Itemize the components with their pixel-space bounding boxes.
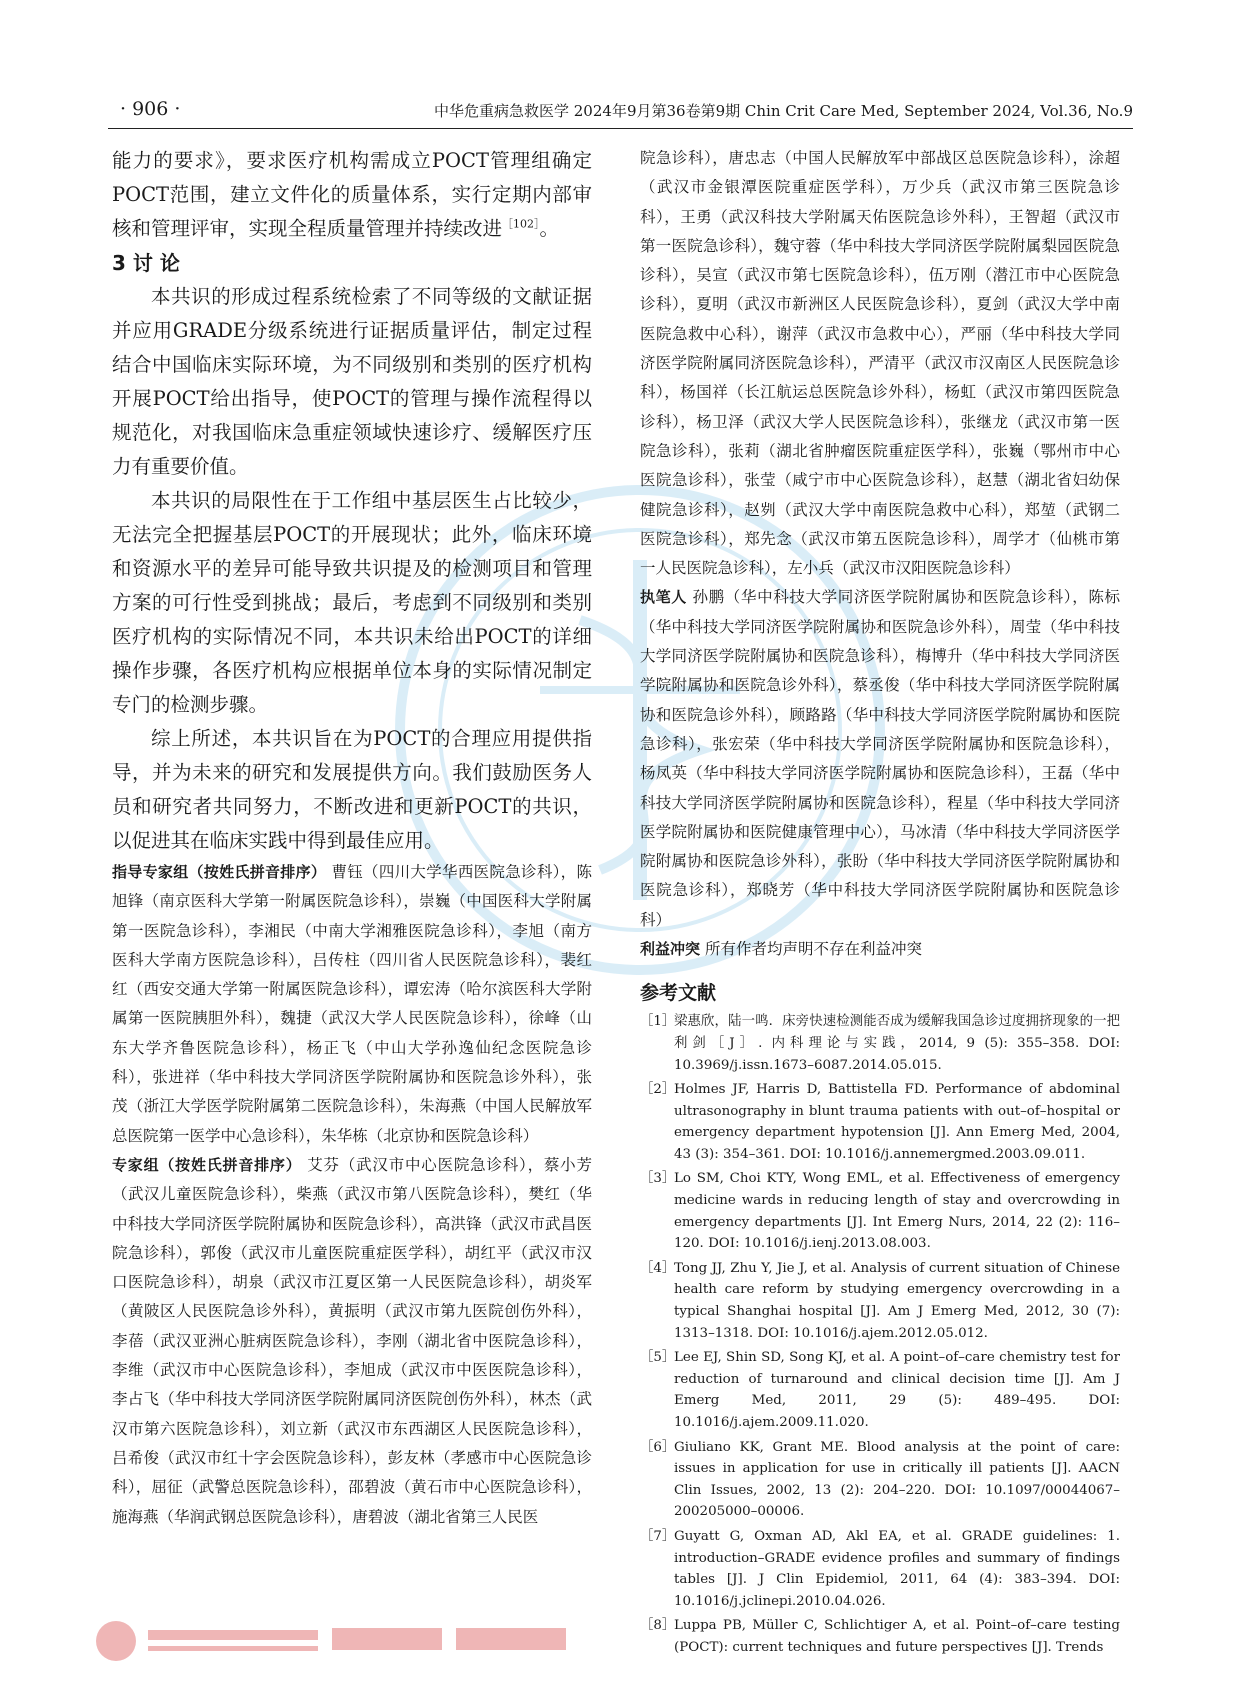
reference-item: [640, 1258, 1120, 1344]
reference-text: Lee EJ, Shin SD, Song KJ, et al. A point–of–care chemistry test for reduction of turnaround and clinical decision time [J]. Am J Emerg Med, 2011, 29 (5): 489–495. DOI: 10.1016/j.ajem.2009.11.020.: [674, 1350, 1120, 1430]
guide-expert-label: 指导专家组（按姓氏拼音排序）: [112, 863, 327, 881]
reference-number: ［8］: [640, 1618, 676, 1634]
reference-text: 梁惠欣，陆一鸣．床旁快速检测能否成为缓解我国急诊过度拥挤现象的一把利剑［J］. 内科理论与实践，2014, 9 (5): 355–358. DOI: 10.3969/j.issn.1673–6087.2014.05.015.: [674, 1014, 1120, 1073]
paragraph-intro: [112, 144, 592, 246]
left-column: [112, 144, 592, 1532]
coi-text: 所有作者均声明不存在利益冲突: [704, 940, 922, 959]
citation-ref: ［102］: [502, 217, 540, 231]
reference-number: ［2］: [640, 1082, 676, 1098]
reference-number: ［7］: [640, 1528, 676, 1544]
reference-number: ［1］: [640, 1014, 676, 1030]
reference-list: [640, 1011, 1120, 1658]
reference-number: ［6］: [640, 1439, 676, 1455]
reference-number: ［3］: [640, 1171, 676, 1187]
reference-item: [640, 1168, 1120, 1254]
reference-item: [640, 1347, 1120, 1433]
paragraph-discussion-3: 综上所述，本共识旨在为POCT的合理应用提供指导，并为未来的研究和发展提供方向。我们鼓励医务人员和研究者共同努力，不断改进和更新POCT的共识，以促进其在临床实践中得到最佳应用。: [112, 727, 592, 852]
references-title: 参考文献: [640, 982, 717, 1005]
right-column: [640, 144, 1120, 1662]
reference-number: ［4］: [640, 1260, 676, 1276]
reference-item: [640, 1526, 1120, 1612]
reference-text: Luppa PB, Müller C, Schlichtiger A, et al. Point–of–care testing (POCT): current techniques and future perspectives [J]. Trends: [674, 1618, 1120, 1655]
section-title: 3 讨 论: [112, 251, 180, 275]
reference-item: [640, 1079, 1120, 1165]
reference-text: Lo SM, Choi KTY, Wong EML, et al. Effectiveness of emergency medicine wards in reducing length of stay and overcrowding in emergency departments [J]. Int Emerg Nurs, 2014, 22 (2): 116–120. DOI: 10.1016/j.ienj.2013.08.003.: [674, 1171, 1120, 1252]
publisher-logo-icon: [92, 1618, 612, 1664]
expert-group-list: 艾芬（武汉市中心医院急诊科），蔡小芳（武汉儿童医院急诊科），柴燕（武汉市第八医院急诊科），樊红（华中科技大学同济医学院附属协和医院急诊科），高洪锋（武汉市武昌医院急诊科），郭俊（武汉市儿童医院重症医学科），胡红平（武汉市汉口医院急诊科），胡泉（武汉市江夏区第一人民医院急诊科），胡炎军（黄陂区人民医院急诊外科），黄振明（武汉市第九医院创伤外科），李蓓（武汉亚洲心脏病医院急诊科），李刚（湖北省中医院急诊科），李维（武汉市中心医院急诊科），李旭成（武汉市中医医院急诊科），李占飞（华中科技大学同济医学院附属同济医院创伤外科），林杰（武汉市第六医院急诊科），刘立新（武汉市东西湖区人民医院急诊科），吕希俊（武汉市红十字会医院急诊科），彭友林（孝感市中心医院急诊科），屈征（武警总医院急诊科），邵碧波（黄石市中心医院急诊科），施海燕（华润武钢总医院急诊科），唐碧波（湖北省第三人民医: [112, 1155, 592, 1526]
conflict-of-interest: [640, 935, 1120, 964]
reference-text: Tong JJ, Zhu Y, Jie J, et al. Analysis of current situation of Chinese health care reform by studying emergency overcrowding in a typical Shanghai hospital [J]. Am J Emerg Med, 2012, 30 (7): 1313–1318. DOI: 10.1016/j.ajem.2012.05.012.: [674, 1260, 1120, 1341]
reference-text: Holmes JF, Harris D, Battistella FD. Performance of abdominal ultrasonography in blunt trauma patients with out–of–hospital or emergency department hypotension [J]. Ann Emerg Med, 2004, 43 (3): 354–361. DOI: 10.1016/j.annemergmed.2003.09.011.: [674, 1082, 1120, 1162]
writers-list: 孙鹏（华中科技大学同济医学院附属协和医院急诊科），陈标（华中科技大学同济医学院附属协和医院急诊外科），周莹（华中科技大学同济医学院附属协和医院急诊科），梅博升（华中科技大学同济医学院附属协和医院急诊外科），蔡丞俊（华中科技大学同济医学院附属协和医院急诊外科），顾路路（华中科技大学同济医学院附属协和医院急诊科），张宏荣（华中科技大学同济医学院附属协和医院急诊科），杨凤英（华中科技大学同济医学院附属协和医院急诊科），王磊（华中科技大学同济医学院附属协和医院急诊科），程星（华中科技大学同济医学院附属协和医院健康管理中心），马冰清（华中科技大学同济医学院附属协和医院急诊外科），张盼（华中科技大学同济医学院附属协和医院急诊科），郑晓芳（华中科技大学同济医学院附属协和医院急诊科）: [640, 588, 1120, 929]
reference-text: Guyatt G, Oxman AD, Akl EA, et al. GRADE guidelines: 1. introduction–GRADE evidence profiles and summary of findings tables [J]. J Clin Epidemiol, 2011, 64 (4): 383–394. DOI: 10.1016/j.jclinepi.2010.04.026.: [674, 1528, 1120, 1609]
paragraph-discussion-1: 本共识的形成过程系统检索了不同等级的文献证据并应用GRADE分级系统进行证据质量评估，制定过程结合中国临床实际环境，为不同级别和类别的医疗机构开展POCT给出指导，使POCT的管理与操作流程得以规范化，对我国临床急重症领域快速诊疗、缓解医疗压力有重要价值。: [112, 285, 592, 478]
writers-label: 执笔人: [640, 588, 687, 607]
page-header: [108, 98, 1133, 129]
paragraph-intro-end: 。: [539, 217, 560, 240]
expert-group-continued: 院急诊科），唐忠志（中国人民解放军中部战区总医院急诊科），涂超（武汉市金银潭医院重症医学科），万少兵（武汉市第三医院急诊科），王勇（武汉科技大学附属天佑医院急诊外科），王智超（武汉市第一医院急诊科），魏守蓉（华中科技大学同济医学院附属梨园医院急诊科），吴宣（武汉市第七医院急诊科），伍万刚（潜江市中心医院急诊科），夏明（武汉市新洲区人民医院急诊科），夏剑（武汉大学中南医院急救中心科），谢萍（武汉市急救中心），严丽（华中科技大学同济医学院附属同济医院急诊科），严清平（武汉市汉南区人民医院急诊科），杨国祥（长江航运总医院急诊外科），杨虹（武汉市第四医院急诊科），杨卫泽（武汉大学人民医院急诊科），张继龙（武汉市第一医院急诊科），张莉（湖北省肿瘤医院重症医学科），张巍（鄂州市中心医院急诊科），张莹（咸宁市中心医院急诊科），赵慧（湖北省妇幼保健院急诊科），赵刿（武汉大学中南医院急救中心科），郑堃（武钢二医院急诊科），郑先念（武汉市第五医院急诊科），周学才（仙桃市第一人民医院急诊科），左小兵（武汉市汉阳医院急诊科）: [640, 149, 1120, 578]
expert-group-label: 专家组（按姓氏拼音排序）: [112, 1155, 302, 1174]
paragraph-intro-text: 能力的要求》，要求医疗机构需成立POCT管理组确定POCT范围，建立文件化的质量体系，实行定期内部审核和管理评审，实现全程质量管理并持续改进: [112, 149, 592, 240]
reference-number: ［5］: [640, 1350, 676, 1366]
journal-citation: 中华危重病急救医学 2024年9月第36卷第9期 Chin Crit Care Med, September 2024, Vol.36, No.9: [434, 102, 1133, 120]
guide-expert-group: [112, 858, 592, 1151]
reference-text: Giuliano KK, Grant ME. Blood analysis at the point of care: issues in application for use in critically ill patients [J]. AACN Clin Issues, 2002, 13 (2): 204–220. DOI: 10.1097/00044067–200205000–00006.: [674, 1439, 1120, 1520]
reference-item: [640, 1437, 1120, 1523]
reference-item: [640, 1615, 1120, 1658]
page-number: · 906 ·: [120, 98, 181, 120]
coi-label: 利益冲突: [640, 940, 701, 959]
expert-group: [112, 1151, 592, 1532]
reference-item: [640, 1011, 1120, 1076]
writers: [640, 583, 1120, 935]
guide-expert-list: 曹钰（四川大学华西医院急诊科），陈旭锋（南京医科大学第一附属医院急诊科），崇巍（中国医科大学附属第一医院急诊科），李湘民（中南大学湘雅医院急诊科），李旭（南方医科大学南方医院急诊科），吕传柱（四川省人民医院急诊科），裴红红（西安交通大学第一附属医院急诊科），谭宏涛（哈尔滨医科大学附属第一医院胰胆外科），魏捷（武汉大学人民医院急诊科），徐峰（山东大学齐鲁医院急诊科），杨正飞（中山大学孙逸仙纪念医院急诊科），张进祥（华中科技大学同济医学院附属协和医院急诊外科），张茂（浙江大学医学院附属第二医院急诊科），朱海燕（中国人民解放军总医院第一医学中心急诊科），朱华栋（北京协和医院急诊科）: [112, 863, 592, 1145]
paragraph-discussion-2: 本共识的局限性在于工作组中基层医生占比较少，无法完全把握基层POCT的开展现状；此外，临床环境和资源水平的差异可能导致共识提及的检测项目和管理方案的可行性受到挑战；最后，考虑到不同级别和类别医疗机构的实际情况不同，本共识未给出POCT的详细操作步骤，各医疗机构应根据单位本身的实际情况制定专门的检测步骤。: [112, 489, 592, 716]
